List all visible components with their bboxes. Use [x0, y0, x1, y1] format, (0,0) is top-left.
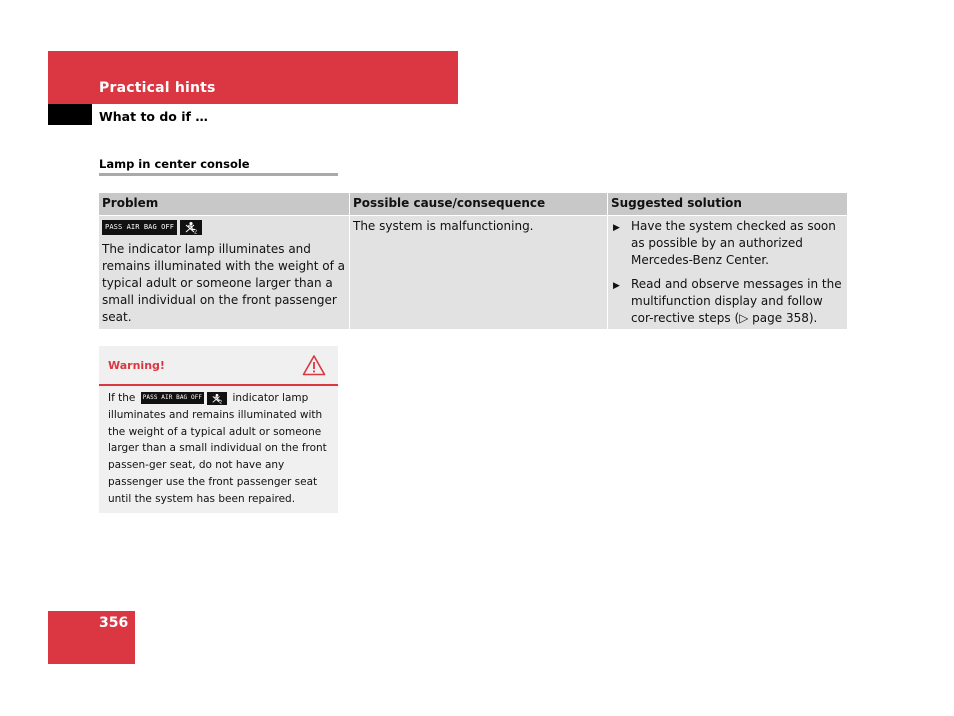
warning-text	[108, 390, 333, 508]
svg-text:2: 2	[194, 229, 198, 234]
svg-text:2: 2	[219, 399, 223, 404]
warning-header	[99, 346, 338, 386]
triangle-bullet-icon: ▶	[613, 223, 620, 233]
warning-text-rest: indicator lamp illuminates and remains illuminated with the weight of a typical adult or someone larger than a small individual on the front passen-ger seat, do not have any passenger use the front passenger seat until the system has been repaired.	[108, 392, 327, 505]
lamp-label: PASS AIR BAG OFF	[102, 220, 177, 235]
indicator-lamp	[141, 392, 227, 405]
warning-box	[99, 346, 338, 513]
triangle-bullet-icon: ▶	[613, 281, 620, 291]
warning-title: Warning!	[108, 359, 165, 372]
passenger-airbag-icon	[180, 220, 202, 235]
solution-item	[611, 218, 844, 269]
solution-text: Have the system checked as soon as possible by an authorized Mercedes-Benz Center.	[631, 219, 836, 267]
problem-text: The indicator lamp illuminates and remains illuminated with the weight of a typical adult or someone larger than a small individual on the front passenger seat.	[102, 242, 345, 324]
troubleshooting-table	[99, 193, 847, 329]
warning-text-start: If the	[108, 392, 136, 404]
header-band	[48, 51, 458, 104]
cause-cell	[350, 216, 607, 329]
page-number: 356	[99, 615, 129, 631]
topic-title: Lamp in center console	[99, 157, 250, 171]
column-header-solution: Suggested solution	[608, 193, 847, 215]
section-heading: Practical hints	[99, 80, 216, 96]
problem-cell	[99, 216, 349, 329]
column-header-problem: Problem	[99, 193, 349, 215]
solution-cell	[608, 216, 847, 329]
cause-text: The system is malfunctioning.	[353, 219, 534, 233]
warning-triangle-icon	[302, 354, 326, 380]
solution-item	[611, 276, 844, 327]
column-header-cause: Possible cause/consequence	[350, 193, 607, 215]
header-black-tab	[48, 104, 92, 125]
lamp-label: PASS AIR BAG OFF	[141, 392, 204, 404]
solution-text: Read and observe messages in the multifunction display and follow cor-rective steps (▷ page 358).	[631, 277, 842, 325]
subsection-heading: What to do if …	[99, 109, 208, 124]
indicator-lamp	[102, 219, 346, 236]
passenger-airbag-icon	[207, 392, 227, 405]
topic-rule	[99, 173, 338, 176]
